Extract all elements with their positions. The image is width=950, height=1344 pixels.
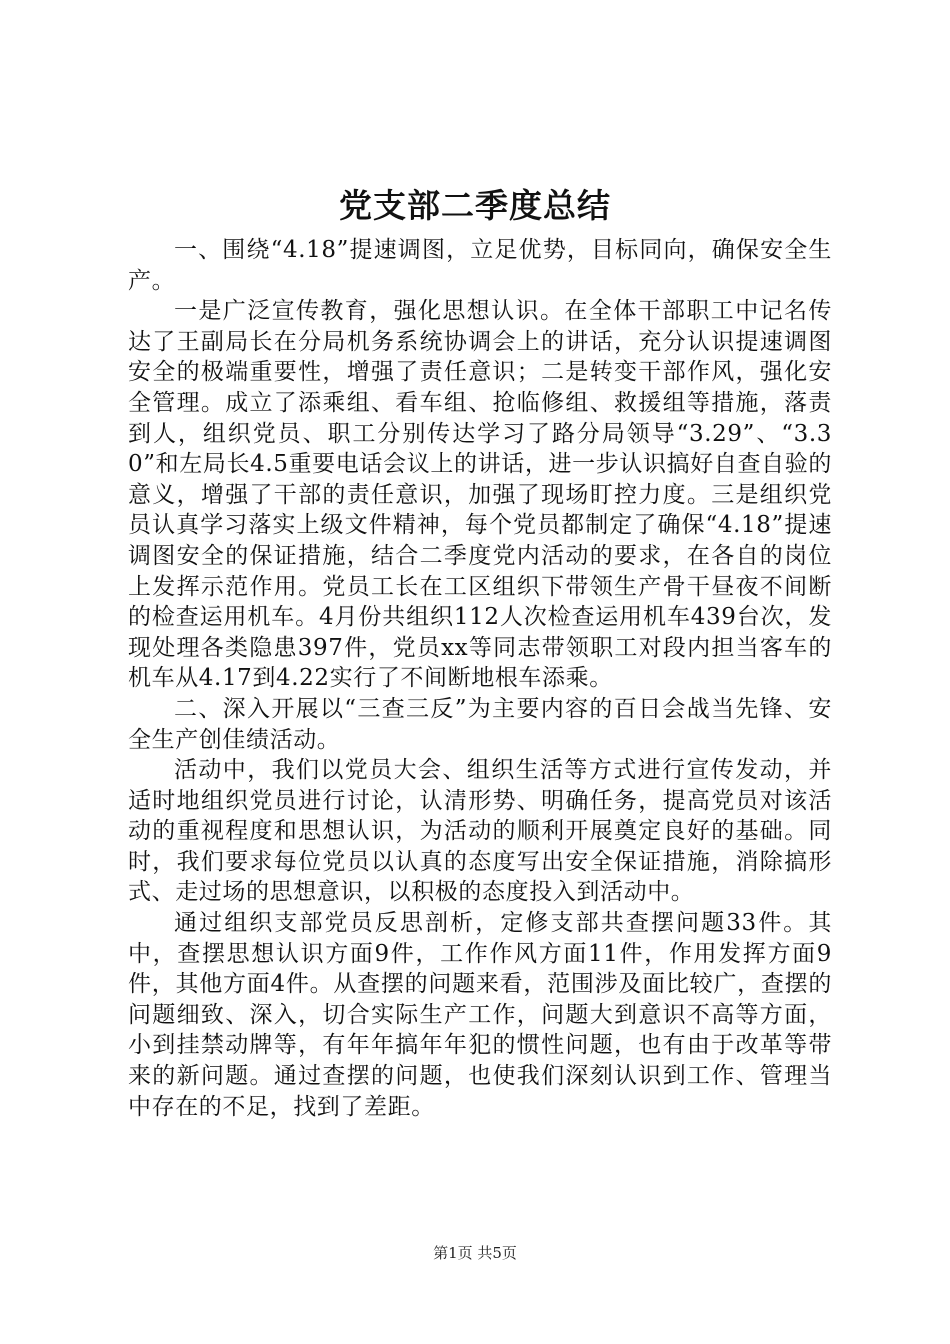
paragraph-activity-mobilization: 活动中，我们以党员大会、组织生活等方式进行宣传发动，并适时地组织党员进行讨论，认清形势、明确任务，提高党员对该活动的重视程度和思想认识，为活动的顺利开展奠定良好的基础。同时，我们要求每位党员以认真的态度写出安全保证措施，消除搞形式、走过场的思想意识，以积极的态度投入到活动中。	[128, 757, 832, 906]
paragraph-section-two-heading: 二、深入开展以“三查三反”为主要内容的百日会战当先锋、安全生产创佳绩活动。	[128, 695, 832, 753]
document-title: 党支部二季度总结	[339, 186, 611, 225]
paragraph-problem-review: 通过组织支部党员反思剖析，定修支部共查摆问题33件。其中，查摆思想认识方面9件，工作作风方面11件，作用发挥方面9件，其他方面4件。从查摆的问题来看，范围涉及面比较广，查摆的问题细致、深入，切合实际生产工作，问题大到意识不高等方面，小到挂禁动牌等，有年年搞年年犯的惯性问题，也有由于改革等带来的新问题。通过查摆的问题，也使我们深刻认识到工作、管理当中存在的不足，找到了差距。	[128, 910, 832, 1120]
paragraph-section-one-heading: 一、围绕“4.18”提速调图，立足优势，目标同向，确保安全生产。	[128, 237, 832, 294]
paragraph-publicity-education: 一是广泛宣传教育，强化思想认识。在全体干部职工中记名传达了王副局长在分局机务系统协调会上的讲话，充分认识提速调图安全的极端重要性，增强了责任意识；二是转变干部作风，强化安全管理。成立了添乘组、看车组、抢临修组、救援组等措施，落责到人，组织党员、职工分别传达学习了路分局领导“3.29”、“3.30”和左局长4.5重要电话会议上的讲话，进一步认识搞好自查自验的意义，增强了干部的责任意识，加强了现场盯控力度。三是组织党员认真学习落实上级文件精神，每个党员都制定了确保“4.18”提速调图安全的保证措施，结合二季度党内活动的要求，在各自的岗位上发挥示范作用。党员工长在工区组织下带领生产骨干昼夜不间断的检查运用机车。4月份共组织112人次检查运用机车439台次，发现处理各类隐患397件，党员xx等同志带领职工对段内担当客车的机车从4.17到4.22实行了不间断地根车添乘。	[128, 298, 832, 692]
document-body	[128, 235, 832, 1122]
page-number-footer: 第1页 共5页	[433, 1244, 517, 1262]
